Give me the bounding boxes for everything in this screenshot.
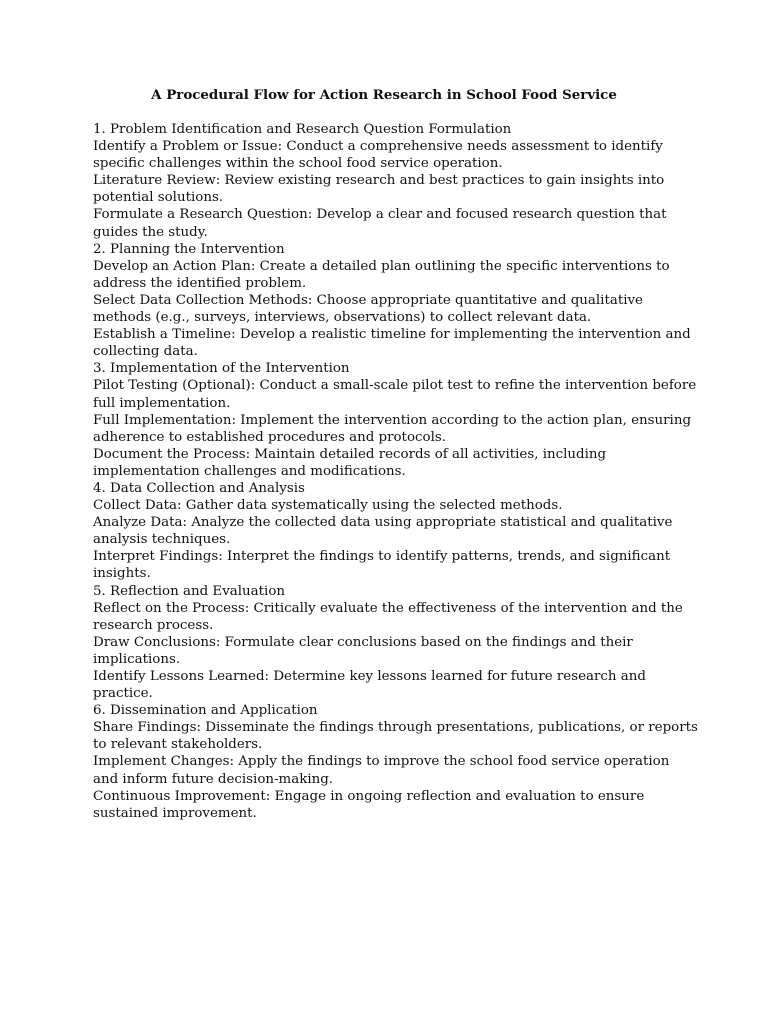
section-heading: 2. Planning the Intervention	[93, 241, 285, 257]
section-heading: 1. Problem Identification and Research Question Formulation	[93, 122, 512, 137]
text-line: Literature Review: Review existing research and best practices to gain insights into	[93, 173, 665, 189]
text-line: Continuous Improvement: Engage in ongoing reflection and evaluation to ensure	[93, 788, 645, 804]
document-body	[93, 121, 698, 822]
text-line: potential solutions.	[93, 190, 224, 206]
text-line: Full Implementation: Implement the intervention according to the action plan, ensuring	[93, 412, 692, 428]
text-line: Identify a Problem or Issue: Conduct a comprehensive needs assessment to identify	[93, 139, 663, 155]
text-line: full implementation.	[93, 395, 231, 411]
text-line: Collect Data: Gather data systematically using the selected methods.	[93, 498, 563, 514]
text-line: and inform future decision-making.	[93, 771, 334, 787]
text-line: sustained improvement.	[93, 805, 257, 821]
section-heading: 4. Data Collection and Analysis	[93, 480, 305, 496]
text-line: collecting data.	[93, 344, 198, 360]
text-line: Select Data Collection Methods: Choose appropriate quantitative and qualitative	[93, 292, 643, 308]
text-line: insights.	[93, 566, 151, 582]
section-heading: 3. Implementation of the Intervention	[93, 361, 350, 377]
text-line: methods (e.g., surveys, interviews, observations) to collect relevant data.	[93, 310, 592, 326]
text-line: address the identified problem.	[93, 275, 307, 291]
text-line: implementation challenges and modifications.	[93, 463, 406, 479]
text-line: to relevant stakeholders.	[93, 737, 263, 753]
text-line: Pilot Testing (Optional): Conduct a small-scale pilot test to refine the intervention before	[93, 378, 697, 394]
text-line: Share Findings: Disseminate the findings through presentations, publications, or reports	[93, 720, 698, 736]
document-title: A Procedural Flow for Action Research in School Food Service	[151, 87, 617, 103]
text-line: Develop an Action Plan: Create a detailed plan outlining the specific interventions to	[93, 258, 670, 274]
text-line: Establish a Timeline: Develop a realistic timeline for implementing the intervention and	[93, 327, 691, 343]
text-line: Interpret Findings: Interpret the findings to identify patterns, trends, and significant	[93, 549, 671, 565]
text-line: Analyze Data: Analyze the collected data using appropriate statistical and qualitative	[93, 515, 673, 531]
section-heading: 6. Dissemination and Application	[93, 703, 318, 719]
text-line: Identify Lessons Learned: Determine key lessons learned for future research and	[93, 669, 646, 684]
text-line: Formulate a Research Question: Develop a clear and focused research question that	[93, 207, 667, 223]
text-line: specific challenges within the school food service operation.	[93, 156, 503, 172]
text-line: Implement Changes: Apply the findings to improve the school food service operation	[93, 754, 670, 770]
text-line: Reflect on the Process: Critically evaluate the effectiveness of the intervention and the	[93, 600, 683, 616]
section-heading: 5. Reflection and Evaluation	[93, 583, 286, 599]
text-line: guides the study.	[93, 224, 208, 240]
text-line: adherence to established procedures and protocols.	[93, 429, 446, 445]
text-line: analysis techniques.	[93, 532, 231, 548]
text-line: Draw Conclusions: Formulate clear conclusions based on the findings and their	[93, 634, 633, 650]
text-line: research process.	[93, 617, 214, 633]
text-line: Document the Process: Maintain detailed records of all activities, including	[93, 446, 607, 462]
text-line: implications.	[93, 651, 181, 667]
text-line: practice.	[93, 686, 153, 702]
